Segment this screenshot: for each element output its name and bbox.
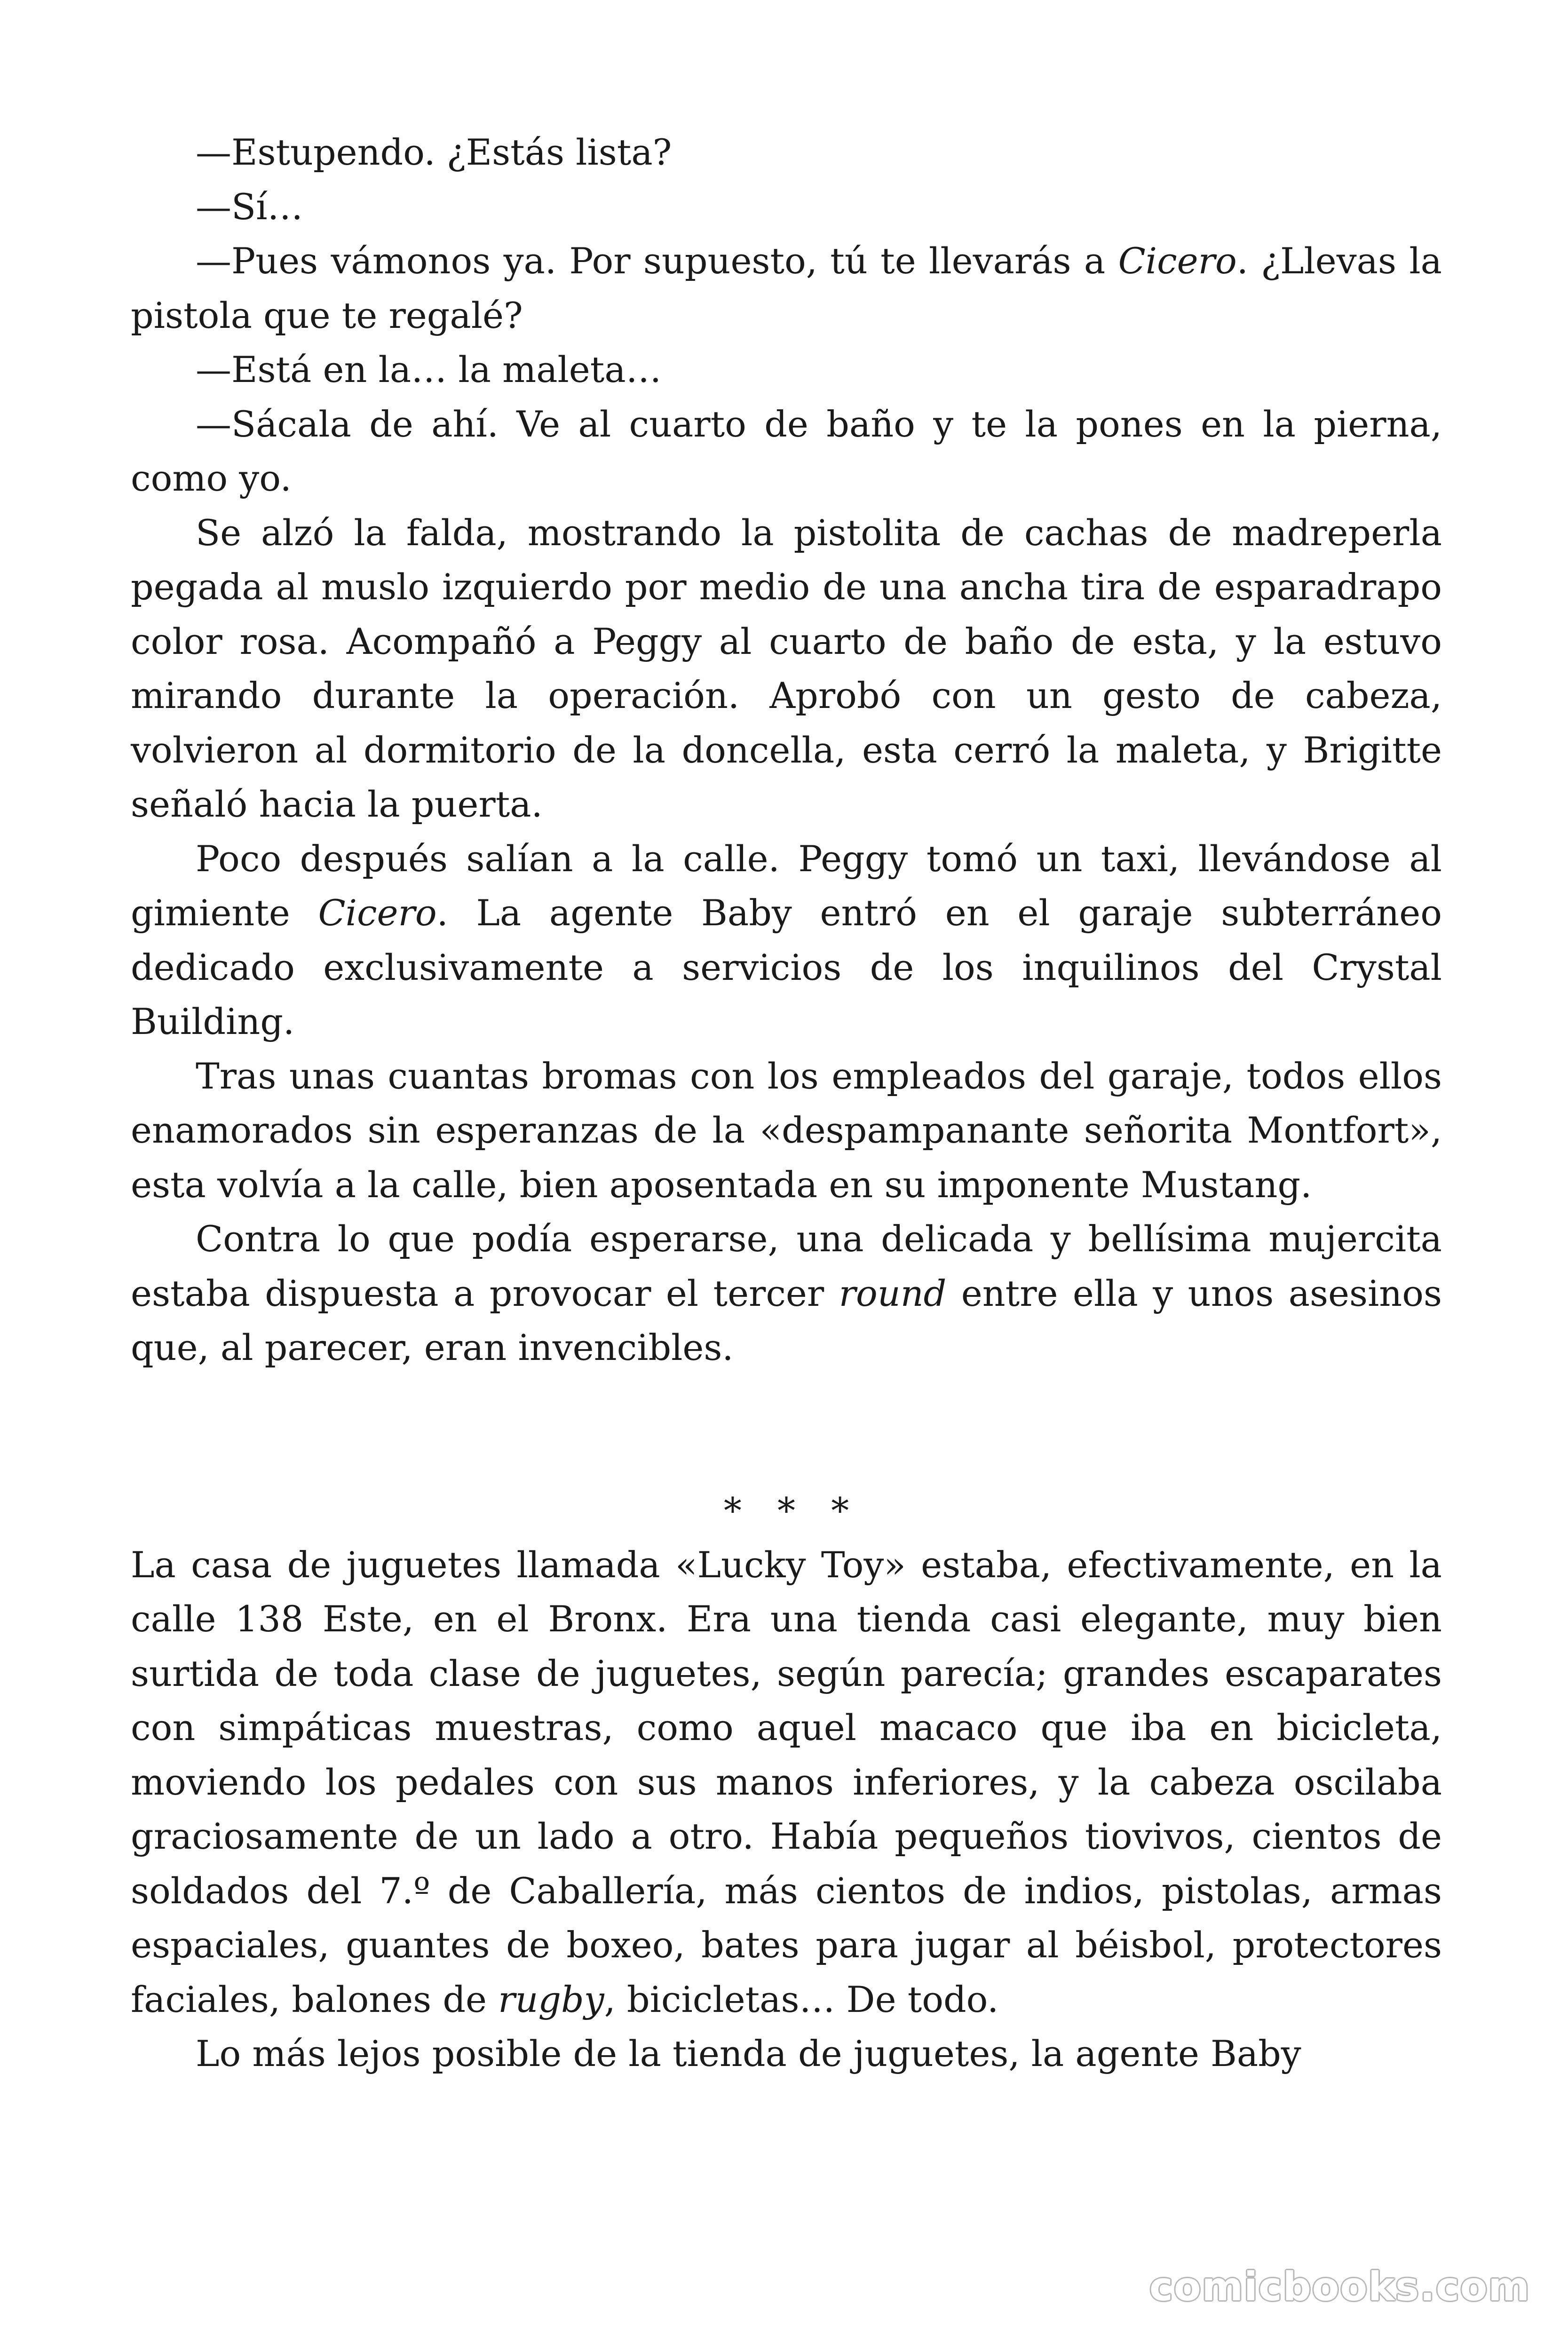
paragraph xyxy=(131,125,1442,180)
paragraph xyxy=(131,180,1442,234)
text-segment: —Sácala de ahí. Ve al cuarto de baño y te la pones en la pierna, como yo. xyxy=(131,403,1442,499)
paragraph xyxy=(131,832,1442,1049)
italic-text: Cicero xyxy=(1118,240,1237,282)
text-segment: entre ella y unos asesinos que, al parecer, eran invencibles. xyxy=(131,1272,1442,1368)
text-segment: —Está en la… la maleta… xyxy=(196,349,662,390)
paragraph xyxy=(131,1212,1442,1375)
paragraph xyxy=(131,1538,1442,2027)
text-segment: . ¿Llevas la pistola que te regalé? xyxy=(131,240,1442,336)
text-segment: —Sí… xyxy=(196,185,303,228)
paragraphs-top xyxy=(131,125,1442,1375)
paragraph xyxy=(131,2026,1442,2081)
text-segment: Contra lo que podía esperarse, una delicada y bellísima mujercita estaba dispuesta a provocar el tercer xyxy=(131,1218,1442,1314)
paragraph xyxy=(131,234,1442,342)
text-segment: Lo más lejos posible de la tienda de juguetes, la agente Baby xyxy=(196,2033,1301,2074)
section-separator xyxy=(131,1375,1442,1538)
text-column xyxy=(131,125,1442,2081)
text-segment: Tras unas cuantas bromas con los empleados del garaje, todos ellos enamorados sin esperanzas de la «despampanante señorita Montfort», esta volvía a la calle, bien aposentada en su imponente Mustang. xyxy=(131,1055,1442,1206)
text-segment: Se alzó la falda, mostrando la pistolita de cachas de madreperla pegada al muslo izquierdo por medio de una ancha tira de esparadrapo color rosa. Acompañó a Peggy al cuarto de baño de esta, y la estuvo mirando durante la operación. Aprobó con un gesto de cabeza, volvieron al dormitorio de la doncella, esta cerró la maleta, y Brigitte señaló hacia la puerta. xyxy=(131,511,1442,825)
paragraph xyxy=(131,342,1442,397)
text-segment: La casa de juguetes llamada «Lucky Toy» estaba, efectivamente, en la calle 138 Este, en el Bronx. Era una tienda casi elegante, muy bien surtida de toda clase de juguetes, según parecía; grandes escaparates con simpáticas muestras, como aquel macaco que iba en bicicleta, moviendo los pedales con sus manos inferiores, y la cabeza oscilaba graciosamente de un lado a otro. Había pequeños tiovivos, cientos de soldados del 7.º de Caballería, más cientos de indios, pistolas, armas espaciales, guantes de boxeo, bates para jugar al béisbol, protectores faciales, balones de xyxy=(131,1543,1442,2020)
paragraph xyxy=(131,1049,1442,1212)
watermark-logo: comicbooks.com xyxy=(1149,2264,1530,2310)
text-segment: Poco después salían a la calle. Peggy tomó un taxi, llevándose al gimiente xyxy=(131,837,1442,934)
italic-text: round xyxy=(839,1272,947,1314)
separator-asterisks: * * * xyxy=(723,1489,862,1532)
text-segment: —Pues vámonos ya. Por supuesto, tú te llevarás a xyxy=(196,240,1118,282)
text-segment: . La agente Baby entró en el garaje subterráneo dedicado exclusivamente a servicios de los inquilinos del Crystal Building. xyxy=(131,892,1442,1042)
paragraph xyxy=(131,397,1442,506)
italic-text: rugby xyxy=(498,1978,604,2020)
italic-text: Cicero xyxy=(318,892,437,934)
text-segment: , bicicletas… De todo. xyxy=(604,1978,999,2020)
paragraphs-bottom xyxy=(131,1538,1442,2081)
text-segment: —Estupendo. ¿Estás lista? xyxy=(196,131,672,173)
paragraph xyxy=(131,506,1442,832)
